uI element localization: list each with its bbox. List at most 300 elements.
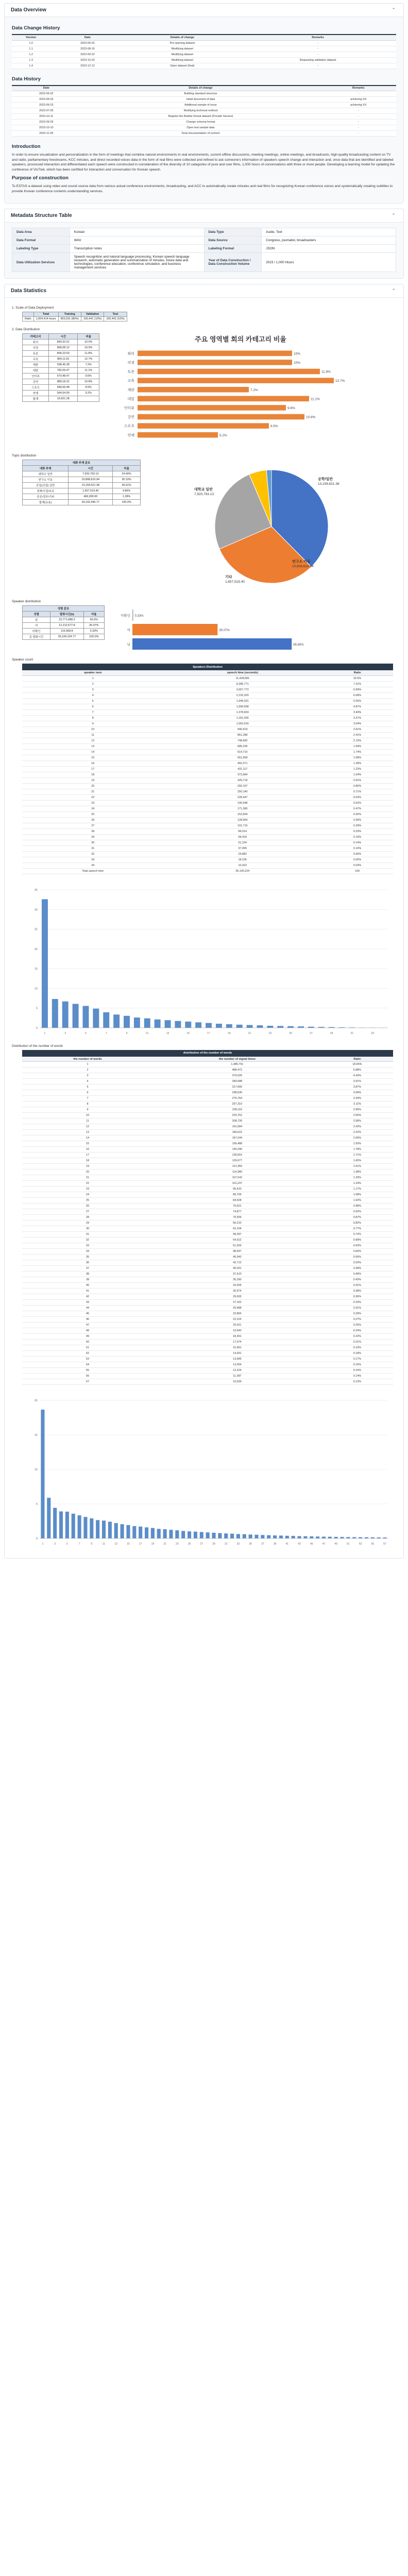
- tick-label: 1: [44, 1031, 46, 1035]
- bar: [83, 1517, 87, 1539]
- table-cell: 180,622: [153, 1130, 321, 1136]
- table-cell: 3.37%: [321, 715, 393, 721]
- table-cell: 3.58%: [321, 1090, 393, 1096]
- table-cell: 36.61%: [113, 483, 141, 488]
- bar: [334, 1537, 338, 1538]
- table-cell: 20: [22, 1170, 153, 1175]
- bar: [121, 1524, 124, 1539]
- table-row: [23, 488, 141, 494]
- table-cell: 19: [22, 777, 163, 783]
- table-cell: 564,54.59: [49, 391, 78, 396]
- table-cell: 10,808,610.94: [69, 477, 113, 483]
- table-cell: 0.19%: [321, 834, 393, 840]
- table-row: [22, 1368, 393, 1374]
- table-cell: 17: [22, 766, 163, 772]
- speaker-table-box: [22, 605, 105, 640]
- metadata-key: Labeling Format: [204, 245, 262, 253]
- table-cell: 7: [22, 1096, 153, 1101]
- table-cell: 12,212,577.8: [50, 623, 83, 629]
- bar: [65, 1512, 69, 1538]
- table-cell: 2.06%: [321, 1136, 393, 1141]
- column-header: Version: [12, 35, 50, 40]
- metadata-key: Year of Data Construction / Data Construction Volume: [204, 253, 262, 272]
- bar: [322, 1537, 326, 1538]
- table-cell: 145,290: [153, 1147, 321, 1153]
- table-cell: 0.68%: [321, 1238, 393, 1243]
- table-cell: 43: [22, 1300, 153, 1306]
- tick-label: 13: [166, 1031, 169, 1035]
- bar: [155, 1019, 161, 1027]
- table-row: [22, 1328, 393, 1334]
- table-cell: 18: [22, 772, 163, 777]
- table-cell: 0.05%: [321, 857, 393, 862]
- table-cell: 0.80%: [321, 783, 393, 789]
- table-cell: 2.41%: [321, 732, 393, 738]
- data-label: 7.2%: [250, 388, 258, 393]
- table-cell: 10.8%: [78, 379, 99, 385]
- table-cell: 115,958.8: [50, 629, 83, 634]
- table-cell: 13,159,621.38: [69, 483, 113, 488]
- tick-label: 회의: [127, 352, 134, 356]
- table-cell: 2023-07-05: [12, 108, 80, 114]
- table-cell: 782,09.47: [49, 368, 78, 374]
- table-cell: 22,771,688.3: [50, 617, 83, 623]
- panel-title: Data Statistics: [11, 288, 46, 294]
- table-row: [12, 91, 396, 97]
- table-row: [22, 1334, 393, 1340]
- table-row: [12, 120, 396, 125]
- table-cell: 0.15%: [321, 1368, 393, 1374]
- metadata-value: Congress, journalist, broadcasters: [262, 236, 396, 245]
- table-row: [22, 1323, 393, 1328]
- table-cell: 29,003: [153, 1294, 321, 1300]
- table-row: [12, 40, 396, 46]
- table-cell: 27,162: [153, 1300, 321, 1306]
- tick-label: 33: [236, 1543, 240, 1546]
- bar: [267, 1535, 270, 1538]
- table-cell: 191,584: [153, 1124, 321, 1130]
- bar: [206, 1023, 212, 1027]
- bar: [114, 1523, 118, 1539]
- table-row: [22, 783, 393, 789]
- tick-label: 11: [102, 1543, 106, 1546]
- speaker-count-chart: [22, 885, 393, 1039]
- table-cell: 11,428,681: [163, 675, 321, 681]
- tick-label: 43: [298, 1543, 301, 1546]
- subsection-label: 1. Scale of Data Deployment: [12, 306, 54, 310]
- change-history-table: [12, 34, 396, 69]
- tick-label: 45: [310, 1543, 313, 1546]
- bar: [195, 1022, 201, 1028]
- table-row: [22, 1073, 393, 1079]
- table-cell: 0.29%: [321, 823, 393, 828]
- tick-label: 51: [347, 1543, 350, 1546]
- table-cell: 25: [22, 811, 163, 817]
- metadata-value: Transcription notes: [70, 245, 204, 253]
- table-cell: Register the Bubble format dataset (Provide Service): [80, 114, 320, 120]
- table-cell: 228,447: [163, 794, 321, 800]
- table-cell: 33,005: [153, 1283, 321, 1289]
- table-cell: 8.5%: [78, 385, 99, 391]
- bar: [285, 1536, 289, 1538]
- bar: [42, 899, 48, 1028]
- table-row: [12, 108, 396, 114]
- table-cell: 40,031: [153, 1266, 321, 1272]
- table-row: [22, 1340, 393, 1345]
- bar: [243, 1534, 246, 1538]
- table-cell: 0.16%: [321, 1362, 393, 1368]
- table-row: [22, 1311, 393, 1317]
- table-cell: 0.38%: [321, 1289, 393, 1294]
- table-cell: 0.14%: [321, 1374, 393, 1379]
- table-row: [22, 755, 393, 760]
- table-row: [22, 715, 393, 721]
- column-header: Remarks: [240, 35, 396, 40]
- table-row: [22, 1181, 393, 1187]
- metadata-header[interactable]: [5, 209, 403, 223]
- tick-label: 53: [359, 1543, 362, 1546]
- table-cell: 101,237: [153, 1181, 321, 1187]
- table-row: [22, 868, 393, 874]
- tick-label: 20: [34, 947, 38, 951]
- table-cell: 3.87%: [321, 1084, 393, 1090]
- table-cell: 51: [22, 1345, 153, 1351]
- table-cell: 공공/정부/기타: [23, 494, 69, 500]
- table-cell: 349,588: [153, 1079, 321, 1084]
- table-cell: 11.8%: [78, 351, 99, 357]
- table-row: [22, 749, 393, 755]
- table-row: [23, 396, 99, 402]
- table-cell: 2: [22, 681, 163, 687]
- bar: [352, 1537, 356, 1538]
- table-cell: 4: [22, 692, 163, 698]
- tick-label: 5: [66, 1543, 68, 1546]
- table-row: [22, 1164, 393, 1170]
- metadata-row: [12, 228, 396, 236]
- tick-label: 35: [249, 1543, 252, 1546]
- table-cell: 34: [22, 862, 163, 868]
- bar: [113, 1014, 120, 1028]
- table-cell: 0.53%: [321, 1260, 393, 1266]
- table-row: [22, 1209, 393, 1215]
- speaker-count-table: [22, 664, 393, 874]
- table-cell: 18: [22, 1158, 153, 1164]
- metadata-table: [12, 228, 396, 272]
- table-row: [12, 46, 396, 52]
- table-cell: 29: [22, 1221, 153, 1226]
- table-cell: 49: [22, 1334, 153, 1340]
- bar: [165, 1020, 171, 1028]
- table-cell: 114,380: [153, 1170, 321, 1175]
- table-cell: 34: [22, 1249, 153, 1255]
- column-header: Ratio: [321, 670, 393, 675]
- table-row: [22, 1107, 393, 1113]
- table-cell: 24,882: [163, 851, 321, 857]
- table-cell: 33: [22, 857, 163, 862]
- table-row: [22, 1243, 393, 1249]
- intro-text: In order to ensure visualization and personalization in the form of meetings that combine natural environments in real environments, current offline discussions, meeting meetings, online meetings, and broadcasts, high-quality broadcasting content on TV and radio, parliamentary livestreams, KCC minutes, and direct recorded voices data in the form of real films were collected and refined to ask someone's information of speakers speech change and interaction and, once data that are identified and labeled speakers, processed interaction and differentiated each speech were constructed in consideration of the diversity of 10 categories of pure and over films, 1,000 hours of conversations with three or more people. Developing a learning model for updating the conference of VisTrek, which has been certified for interaction and conversation for Korean speech.: [12, 153, 395, 172]
- data-label: 10.8%: [306, 415, 316, 419]
- bar: [72, 1514, 75, 1538]
- table-cell: 0.22%: [321, 1334, 393, 1340]
- table-cell: -: [320, 91, 396, 97]
- bar: [236, 1534, 240, 1538]
- table-row: [22, 851, 393, 857]
- tick-label: 15: [34, 1434, 38, 1437]
- table-cell: 21: [22, 789, 163, 794]
- bar: [175, 1531, 179, 1539]
- table-cell: 12,224: [153, 1368, 321, 1374]
- statistics-header[interactable]: [5, 284, 403, 298]
- collapse-icon[interactable]: ⌃: [392, 213, 396, 218]
- table-cell: 32: [22, 1238, 153, 1243]
- metadata-row: [12, 253, 396, 272]
- bar: [371, 1537, 375, 1538]
- table-cell: 인터뷰: [23, 374, 49, 379]
- table-cell: 39: [22, 1277, 153, 1283]
- bar: [102, 1521, 106, 1539]
- table-cell: 37,610: [153, 1272, 321, 1277]
- table-row: [22, 766, 393, 772]
- table-cell: 121,450: [153, 1164, 321, 1170]
- table-cell: 합계: [23, 396, 49, 402]
- table-cell: -: [240, 46, 396, 52]
- table-row: [22, 777, 393, 783]
- table-cell: 44: [22, 1306, 153, 1311]
- table-row: [22, 681, 393, 687]
- table-cell: 2.65%: [321, 1113, 393, 1118]
- bar: [359, 1537, 362, 1538]
- table-row: [22, 840, 393, 845]
- table-cell: 28: [22, 828, 163, 834]
- data-label: 35.07%: [219, 629, 230, 633]
- topic-table: [22, 460, 141, 505]
- table-row: [22, 828, 393, 834]
- table-cell: 0.98%: [321, 1204, 393, 1209]
- table-cell: Ratio: [23, 317, 34, 321]
- collapse-icon[interactable]: ⌃: [392, 7, 396, 12]
- table-cell: 100,442 (10%): [104, 317, 127, 321]
- column-header: Details of change: [125, 35, 240, 40]
- table-cell: 0.42%: [321, 811, 393, 817]
- bar: [108, 1522, 112, 1538]
- bar: [279, 1536, 283, 1538]
- table-cell: 840,32.01: [49, 340, 78, 345]
- table-row: [22, 857, 393, 862]
- tick-label: 25: [289, 1031, 292, 1035]
- data-overview-header[interactable]: [5, 4, 403, 17]
- table-cell: 스포츠: [23, 385, 49, 391]
- bar: [218, 1533, 222, 1538]
- table-cell: 8,286,771: [163, 681, 321, 687]
- table-cell: 1.08%: [321, 1192, 393, 1198]
- table-cell: 2023-10-10: [12, 125, 80, 131]
- table-cell: 803,531 (80%): [58, 317, 81, 321]
- column-header: Training: [58, 312, 81, 317]
- table-cell: 584,56.48: [49, 385, 78, 391]
- table-cell: 35,100,224: [163, 868, 321, 874]
- speaker-count-caption: Speakers Distribution: [22, 664, 393, 670]
- table-cell: 6.69%: [321, 687, 393, 692]
- bar: [236, 1025, 243, 1028]
- bar: [185, 1022, 191, 1028]
- table-cell: 1.38%: [321, 1170, 393, 1175]
- metadata-value: Audio, Text: [262, 228, 396, 236]
- table-cell: 35: [22, 1255, 153, 1260]
- tick-label: 9: [126, 1031, 128, 1035]
- column-header: Total: [33, 312, 58, 317]
- bar: [261, 1535, 264, 1539]
- column-header: 시간: [49, 334, 78, 340]
- table-cell: 0.33%: [83, 629, 104, 634]
- table-cell: 8: [22, 715, 163, 721]
- table-cell: 0.60%: [321, 1249, 393, 1255]
- subsection-label: Topic distribution: [12, 454, 37, 458]
- table-cell: 1.1: [12, 46, 50, 52]
- bar: [257, 1025, 263, 1028]
- table-row: [23, 623, 105, 629]
- table-cell: achieving XX: [320, 97, 396, 103]
- speaker-table: [22, 605, 105, 640]
- table-cell: 100.0%: [83, 634, 104, 640]
- table-cell: 토론: [23, 351, 49, 357]
- collapse-icon[interactable]: ⌃: [392, 288, 396, 294]
- section-title: Data Change History: [12, 25, 60, 31]
- table-cell: 10: [22, 726, 163, 732]
- slice-label: 대학교 일반: [194, 488, 213, 492]
- metadata-row: [12, 245, 396, 253]
- table-cell: Change schema format: [80, 120, 320, 125]
- table-cell: 1.78%: [321, 1147, 393, 1153]
- table-cell: 3,057,772: [163, 687, 321, 692]
- table-row: [22, 772, 393, 777]
- purpose-text: To ESTAS a dataset using video and sound source data from various actual conference environments, broadcasting, and ACC to automatically create minutes and real films for recognizing Korean conference voices and systematically creating subtitles to provide Korean conference contents understanding services.: [12, 184, 393, 193]
- table-cell: 864,11.81: [49, 357, 78, 362]
- column-header: Ratio: [321, 1056, 393, 1062]
- tick-label: 27: [200, 1543, 203, 1546]
- tick-label: 37: [261, 1543, 264, 1546]
- table-cell: 20,911: [153, 1323, 321, 1328]
- table-cell: -: [320, 108, 396, 114]
- metadata-row: [12, 236, 396, 245]
- table-row: [22, 1136, 393, 1141]
- table-cell: 38: [22, 1272, 153, 1277]
- table-row: [22, 760, 393, 766]
- column-header: Validation: [81, 312, 104, 317]
- bar: [247, 1025, 253, 1027]
- table-cell: 0.06%: [321, 851, 393, 857]
- table-cell: 1,378,824: [163, 709, 321, 715]
- panel-title: Data Overview: [11, 7, 46, 13]
- table-cell: 0.87%: [321, 1215, 393, 1221]
- tick-label: 1: [42, 1543, 44, 1546]
- table-row: [22, 709, 393, 715]
- column-header: speech time (seconds): [163, 670, 321, 675]
- table-cell: 6: [22, 1090, 153, 1096]
- table-cell: 37: [22, 1266, 153, 1272]
- column-header: 비율: [83, 612, 104, 617]
- table-cell: 30: [22, 840, 163, 845]
- table-cell: 19,540: [153, 1328, 321, 1334]
- table-row: [22, 1062, 393, 1067]
- table-cell: 2.42%: [321, 1124, 393, 1130]
- table-row: [23, 357, 99, 362]
- table-cell: 1,181,555: [163, 715, 321, 721]
- table-row: [22, 721, 393, 726]
- bar: [138, 387, 249, 393]
- tick-label: 3: [54, 1543, 56, 1546]
- column-header: 비율: [78, 334, 99, 340]
- table-cell: 18,301: [153, 1334, 321, 1340]
- category-bar-chart: [107, 333, 375, 447]
- table-cell: 23: [22, 800, 163, 806]
- table-cell: 4.86%: [113, 488, 141, 494]
- table-cell: 25: [22, 1198, 153, 1204]
- bar: [59, 1512, 63, 1538]
- table-cell: 0.29%: [321, 1311, 393, 1317]
- column-header: 비율: [113, 466, 141, 471]
- bar: [310, 1536, 313, 1538]
- table-cell: 14,931: [153, 1351, 321, 1357]
- metadata-value: 2023 / 1,000 Hours: [262, 253, 396, 272]
- table-cell: 1,063,916: [163, 721, 321, 726]
- table-row: [22, 743, 393, 749]
- data-overview-body: [5, 17, 403, 203]
- table-cell: 17,074: [153, 1340, 321, 1345]
- bar: [138, 369, 320, 375]
- table-cell: 20: [22, 783, 163, 789]
- table-cell: 0.23%: [321, 828, 393, 834]
- bar: [132, 638, 292, 650]
- table-cell: 22,315: [153, 1317, 321, 1323]
- table-cell: 0.14%: [321, 840, 393, 845]
- bar: [226, 1024, 232, 1028]
- tick-label: 0: [36, 1026, 38, 1030]
- bar: [138, 360, 292, 365]
- table-row: [23, 500, 141, 505]
- tick-label: 47: [322, 1543, 326, 1546]
- bar: [287, 1026, 294, 1028]
- table-cell: 14: [22, 1136, 153, 1141]
- table-cell: 24: [22, 806, 163, 811]
- table-row: [12, 114, 396, 120]
- tick-label: 57: [383, 1543, 386, 1546]
- topic-table-box: [22, 460, 141, 505]
- table-cell: 1.58%: [321, 755, 393, 760]
- table-cell: 16: [22, 760, 163, 766]
- tick-label: 여: [127, 629, 130, 633]
- metadata-value: WAV: [70, 236, 204, 245]
- table-cell: Total speech time: [22, 868, 163, 874]
- bar: [216, 1024, 222, 1028]
- table-row: [22, 845, 393, 851]
- metadata-key: Data Format: [12, 236, 70, 245]
- column-header: 카테고리: [23, 334, 49, 340]
- tick-label: 13: [114, 1543, 118, 1546]
- table-cell: 15: [22, 755, 163, 760]
- table-cell: 16: [22, 1147, 153, 1153]
- bar: [62, 1002, 69, 1028]
- table-row: [22, 1317, 393, 1323]
- table-cell: 1.60%: [321, 1158, 393, 1164]
- statistics-body: [5, 298, 403, 1558]
- table-row: [23, 379, 99, 385]
- table-cell: 30,974: [153, 1289, 321, 1294]
- table-cell: 2023-11-05: [12, 131, 80, 137]
- table-cell: -: [320, 114, 396, 120]
- table-cell: 1,485,791: [153, 1062, 321, 1067]
- tick-label: 재판: [127, 388, 134, 393]
